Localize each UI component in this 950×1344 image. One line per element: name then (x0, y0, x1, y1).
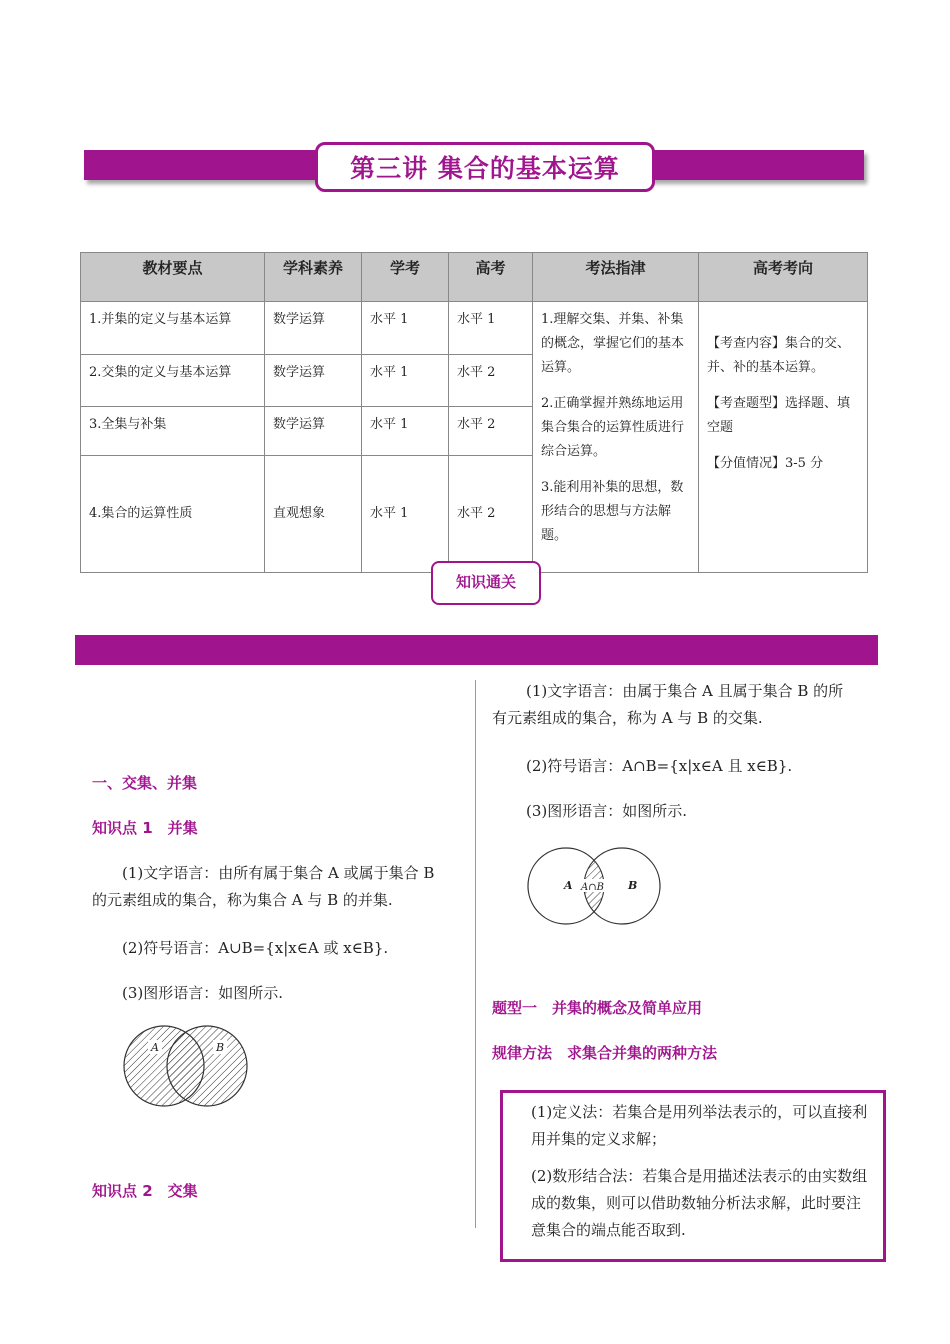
set-a-label: A (151, 1041, 159, 1054)
union-figure-caption: (3)图形语言：如图所示. (122, 984, 284, 1002)
column-divider (475, 680, 476, 1228)
table-cell: 数学运算 (265, 407, 362, 456)
header-cell: 学考 (362, 253, 449, 302)
guide-cell (533, 302, 699, 573)
table-cell: 数学运算 (265, 355, 362, 407)
question-type-heading: 题型一 并集的概念及简单应用 (492, 999, 703, 1017)
outline-table (80, 252, 868, 573)
page-title: 第三讲 集合的基本运算 (350, 154, 620, 183)
set-b-label: B (628, 879, 638, 892)
table-cell: 2.交集的定义与基本运算 (81, 355, 265, 407)
table-cell: 水平 2 (449, 407, 533, 456)
header-cell: 考法指津 (533, 253, 699, 302)
header-cell: 学科素养 (265, 253, 362, 302)
table-cell: 水平 2 (449, 355, 533, 407)
guide-item: 3.能利用补集的思想，数形结合的思想与方法解题。 (541, 480, 684, 543)
section-bar (75, 635, 878, 665)
table-cell: 4.集合的运算性质 (81, 456, 265, 573)
intersection-figure-caption: (3)图形语言：如图所示. (526, 802, 688, 820)
header-cell: 教材要点 (81, 253, 265, 302)
table-cell: 3.全集与补集 (81, 407, 265, 456)
trend-item: 【考查内容】集合的交、并、补的基本运算。 (707, 336, 851, 375)
intersection-text-definition: (1)文字语言：由属于集合 A 且属于集合 B 的所有元素组成的集合，称为 A 与 B 的交集. (492, 682, 844, 727)
section-tab-label: 知识通关 (455, 573, 516, 591)
trend-item: 【考查题型】选择题、填空题 (707, 396, 851, 435)
table-cell: 水平 1 (362, 355, 449, 407)
set-b-label: B (216, 1041, 225, 1054)
table-cell: 水平 1 (362, 302, 449, 355)
header-cell: 高考 (449, 253, 533, 302)
trend-item: 【分值情况】3-5 分 (707, 456, 824, 471)
method-item: (2)数形结合法：若集合是用描述法表示的由实数组成的数集，则可以借助数轴分析法求解，此时要注意集合的端点能否取到. (531, 1167, 868, 1239)
section-tab (431, 561, 541, 605)
method-box (500, 1090, 886, 1262)
intersection-symbol-definition: (2)符号语言：A∩B={x|x∈A 且 x∈B}. (526, 757, 793, 775)
set-b-circle (167, 1026, 247, 1106)
method-heading: 规律方法 求集合并集的两种方法 (492, 1044, 718, 1062)
union-symbol-definition: (2)符号语言：A∪B={x|x∈A 或 x∈B}. (122, 939, 389, 957)
union-venn-diagram (118, 1022, 253, 1110)
guide-item: 1.理解交集、并集、补集的概念，掌握它们的基本运算。 (541, 312, 685, 375)
set-a-label: A (564, 879, 573, 892)
header-cell: 高考考向 (699, 253, 868, 302)
knowledge-point-2: 知识点 2 交集 (92, 1182, 198, 1200)
table-cell: 水平 1 (362, 407, 449, 456)
trend-cell (699, 302, 868, 573)
union-text-definition: (1)文字语言：由所有属于集合 A 或属于集合 B 的元素组成的集合，称为集合 A 与 B 的并集. (92, 864, 435, 909)
intersection-venn-diagram (526, 846, 662, 928)
table-cell: 水平 1 (362, 456, 449, 573)
guide-item: 2.正确掌握并熟练地运用集合集合的运算性质进行综合运算。 (541, 396, 685, 459)
table-header-row (81, 253, 868, 302)
intersection-label: A∩B (581, 882, 604, 893)
table-cell: 直观想象 (265, 456, 362, 573)
table-cell: 水平 1 (449, 302, 533, 355)
table-cell: 水平 2 (449, 456, 533, 573)
table-cell: 1.并集的定义与基本运算 (81, 302, 265, 355)
table-row (81, 302, 868, 355)
table-cell: 数学运算 (265, 302, 362, 355)
title-banner (315, 142, 655, 192)
section-heading: 一、交集、并集 (92, 774, 198, 792)
method-item: (1)定义法：若集合是用列举法表示的，可以直接利用并集的定义求解； (531, 1103, 868, 1148)
knowledge-point-1: 知识点 1 并集 (92, 819, 198, 837)
